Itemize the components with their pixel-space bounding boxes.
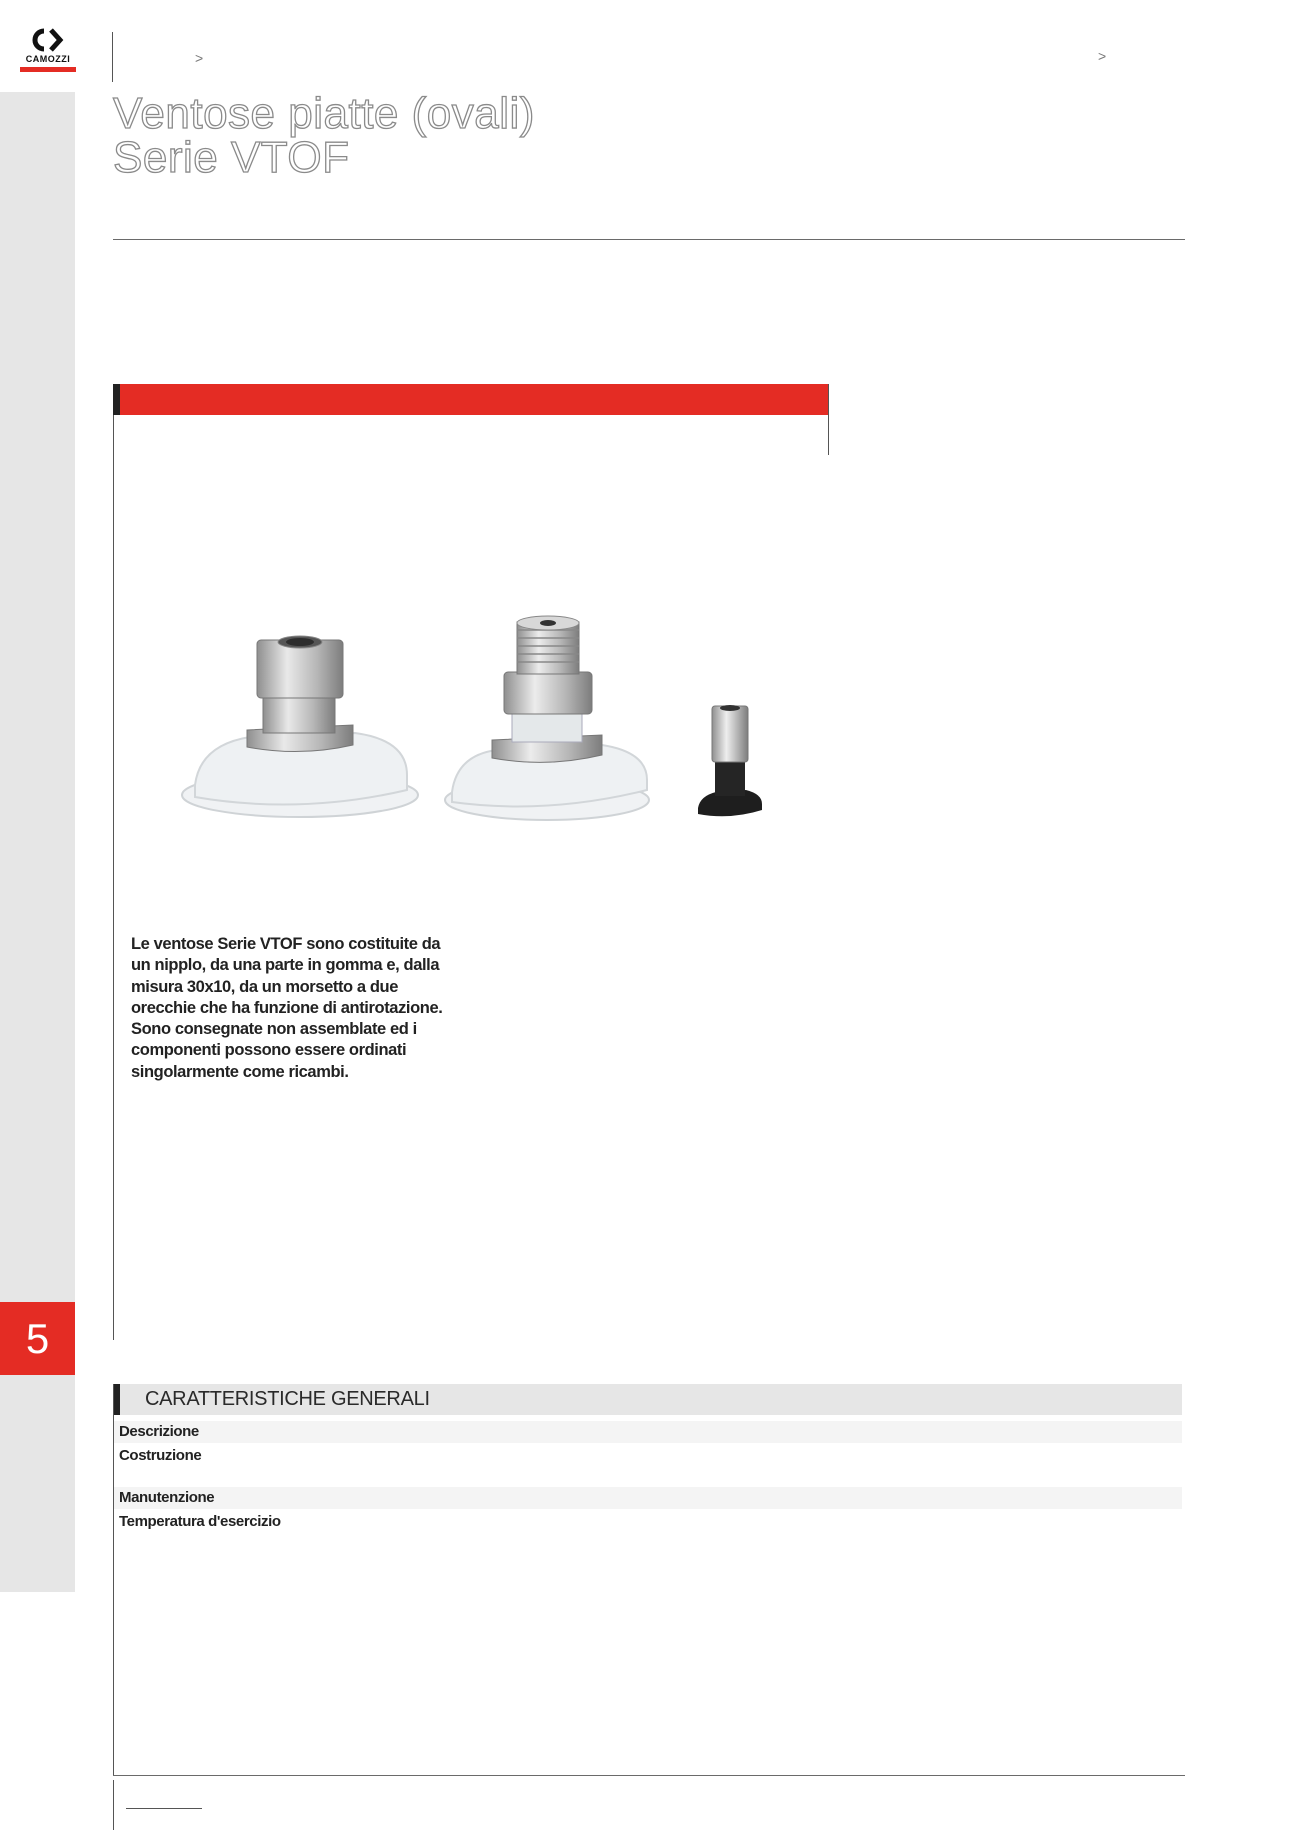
section-red-bar: [113, 384, 829, 415]
footer-divider: [113, 1780, 114, 1830]
row-label-temperatura: Temperatura d'esercizio: [119, 1513, 281, 1530]
page-title-line-2: Serie VTOF: [113, 133, 350, 182]
camozzi-logo: [18, 28, 78, 74]
frame-left-line: [113, 415, 114, 1340]
table-row: [113, 1421, 1182, 1443]
bottom-rule: [113, 1775, 1185, 1776]
logo-text: CAMOZZI: [25, 54, 71, 64]
suction-cup-male-thread-photo: [442, 610, 662, 825]
product-description: Le ventose Serie VTOF sono costituite da un nipplo, da una parte in gomma e, dalla misura 30x10, da un morsetto a due orecchie che ha funzione di antirotazione. Sono consegnate non assemblate ed i componenti possono essere ordinati singolarmente come ricambi.: [131, 935, 443, 1081]
footer-short-rule: [126, 1808, 202, 1809]
title-rule: [113, 239, 1185, 240]
characteristics-title: CARATTERISTICHE GENERALI: [145, 1388, 430, 1410]
row-label-costruzione: Costruzione: [119, 1447, 202, 1464]
breadcrumb-divider: [112, 32, 113, 82]
small-suction-cup-black-photo: [690, 700, 770, 825]
breadcrumb-chevron-2[interactable]: >: [1098, 48, 1107, 64]
camozzi-logo-icon: [30, 28, 66, 54]
row-label-descrizione: Descrizione: [119, 1423, 199, 1440]
frame-right-line: [828, 384, 829, 455]
suction-cup-female-thread-photo: [175, 625, 425, 825]
logo-red-bar: [20, 67, 76, 72]
table-row: [113, 1445, 1182, 1467]
characteristics-header-marker: [113, 1384, 120, 1415]
row-label-manutenzione: Manutenzione: [119, 1489, 215, 1506]
table-row: [113, 1487, 1182, 1509]
page-title: [113, 89, 535, 182]
page-title-line-1: Ventose piatte (ovali): [113, 89, 535, 138]
section-red-bar-marker: [113, 384, 120, 415]
section-tab[interactable]: 5: [0, 1302, 75, 1375]
breadcrumb-chevron-1[interactable]: >: [195, 50, 204, 66]
lower-frame-left-line: [113, 1384, 114, 1776]
